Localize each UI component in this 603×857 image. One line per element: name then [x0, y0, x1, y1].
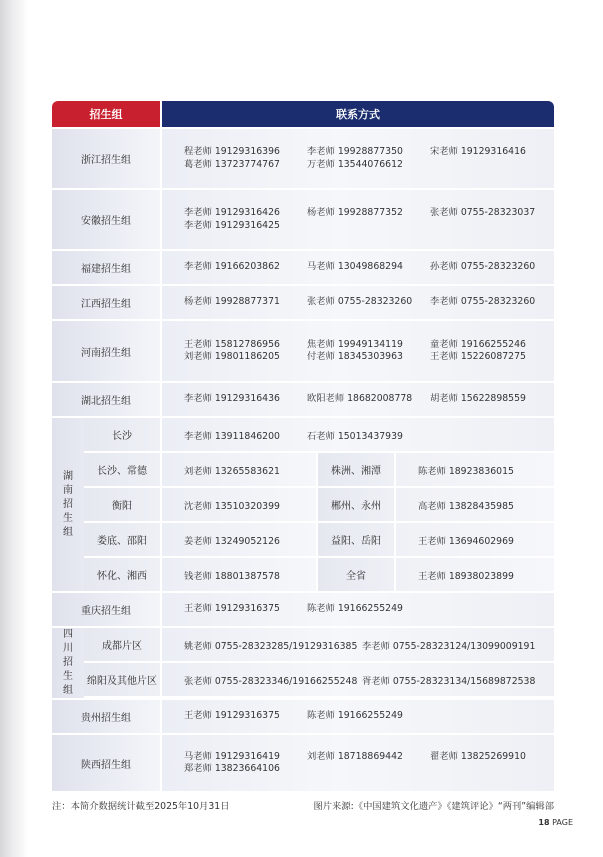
- contact-cell: [162, 418, 554, 451]
- label-char: 招: [63, 498, 73, 510]
- page-num: 18: [538, 818, 550, 827]
- contact-entry: 胡老师 15622898559: [430, 393, 526, 405]
- label-char: 生: [63, 512, 73, 524]
- contact-cell: [162, 383, 554, 416]
- contact-entry: 李老师 19129316436: [184, 393, 280, 405]
- label-char: 南: [63, 484, 73, 496]
- contact-entry: 万老师 13544076612: [307, 158, 403, 170]
- city-name: 郴州、永州: [318, 488, 394, 521]
- label-char: 湖: [63, 470, 73, 482]
- contact-cell: [162, 735, 554, 791]
- page-spine-shadow: [0, 0, 28, 857]
- group-name: 河南招生组: [52, 321, 160, 381]
- table-row: [84, 523, 554, 556]
- city-name: 怀化、湘西: [84, 558, 160, 591]
- city-name: 衡阳: [84, 488, 160, 521]
- page-word: PAGE: [552, 818, 573, 827]
- contact-entry: 王老师 19129316375: [184, 710, 280, 722]
- contact-cell: 王老师 13694602969: [396, 523, 554, 556]
- header-contact: 联系方式: [162, 101, 554, 127]
- image-source: 图片来源:《中国建筑文化遗产》《建筑评论》“两刊”编辑部: [313, 801, 554, 812]
- hunan-label: [52, 418, 84, 591]
- table-header: [52, 101, 554, 127]
- city-name: 株洲、湘潭: [318, 453, 394, 486]
- table-row: [52, 190, 554, 249]
- label-char: 招: [63, 657, 73, 668]
- contact-entry: 刘老师 18718869442: [307, 750, 403, 762]
- contact-entry: 宋老师 19129316416: [430, 146, 526, 157]
- footnote: [52, 798, 554, 812]
- contact-cell: 高老师 13828435985: [396, 488, 554, 521]
- hunan-block: [52, 418, 554, 591]
- contact-entry: 姚老师 0755-28323285/19129316385: [184, 640, 358, 652]
- group-name: 陕西招生组: [52, 735, 160, 791]
- table-row: [84, 418, 554, 451]
- contact-entry: 胥老师 0755-28323134/15689872538: [362, 675, 536, 687]
- label-char: 生: [63, 671, 73, 682]
- contact-cell: [162, 286, 554, 319]
- contact-entry: 王老师 19129316375: [184, 603, 280, 615]
- table-row: [84, 453, 554, 486]
- data-note: 注：本简介数据统计截至2025年10月31日: [52, 801, 230, 812]
- contact-cell: [162, 321, 554, 381]
- table-row: [84, 663, 554, 696]
- contact-entry: 马老师 19129316419: [184, 750, 280, 762]
- contact-cell: [162, 190, 554, 249]
- contact-entry: 刘老师 19801186205: [184, 351, 280, 362]
- label-char: 四: [63, 629, 73, 640]
- city-name: 娄底、邵阳: [84, 523, 160, 556]
- contact-entry: 马老师 13049868294: [307, 261, 403, 273]
- sichuan-block: [52, 628, 554, 698]
- contact-cell: [162, 129, 554, 188]
- contact-entry: 李老师 19129316425: [184, 219, 280, 231]
- table-row: [84, 558, 554, 591]
- contact-entry: 童老师 19166255246: [430, 338, 526, 350]
- contact-entry: 李老师 0755-28323260: [430, 296, 536, 308]
- label-char: 组: [63, 685, 73, 696]
- contact-entry: 陈老师 19166255249: [307, 710, 403, 722]
- contact-entry: 葛老师 13723774767: [184, 158, 280, 170]
- table-row: [84, 628, 554, 661]
- contact-cell: [162, 593, 554, 626]
- city-name: 长沙、常德: [84, 453, 160, 486]
- contact-entry: 孙老师 0755-28323260: [430, 261, 536, 273]
- group-name: 江西招生组: [52, 286, 160, 319]
- contact-entry: 程老师 19129316396: [184, 146, 280, 157]
- contact-entry: 付老师 18345303963: [307, 351, 403, 362]
- city-name: 全省: [318, 558, 394, 591]
- city-name: 成都片区: [84, 628, 160, 661]
- contact-entry: 张老师 0755-28323346/19166255248: [184, 675, 358, 687]
- table-row: [52, 735, 554, 791]
- contact-cell: 王老师 18938023899: [396, 558, 554, 591]
- contact-entry: 郑老师 13823664106: [184, 763, 280, 774]
- contact-cell: [162, 663, 554, 696]
- contact-entry: 焦老师 19949134119: [307, 338, 403, 350]
- table-row: [52, 593, 554, 626]
- table-row: [52, 286, 554, 319]
- city-name: 益阳、岳阳: [318, 523, 394, 556]
- header-group: 招生组: [52, 101, 160, 127]
- contact-cell: 姜老师 13249052126: [162, 523, 316, 556]
- contact-entry: 陈老师 19166255249: [307, 603, 403, 615]
- city-name: 绵阳及其他片区: [84, 663, 160, 696]
- table-row: [84, 488, 554, 521]
- group-name: 安徽招生组: [52, 190, 160, 249]
- label-char: 组: [63, 526, 73, 538]
- group-name: 贵州招生组: [52, 700, 160, 733]
- table-row: [52, 700, 554, 733]
- contact-entry: 张老师 0755-28323260: [307, 296, 413, 308]
- contact-cell: [162, 700, 554, 733]
- page-number: [538, 818, 573, 827]
- contact-entry: 王老师 15812786956: [184, 338, 280, 350]
- group-name: 福建招生组: [52, 251, 160, 284]
- table-row: [52, 321, 554, 381]
- contact-entry: 李老师 0755-28323124/13099009191: [362, 640, 536, 652]
- table-row: [52, 129, 554, 188]
- table-row: [52, 383, 554, 416]
- contact-entry: 杨老师 19928877371: [184, 296, 280, 308]
- group-name: 重庆招生组: [52, 593, 160, 626]
- contact-entry: 王老师 15226087275: [430, 351, 526, 362]
- table-row: [52, 251, 554, 284]
- contact-cell: [162, 628, 554, 661]
- contact-entry: 欧阳老师 18682008778: [307, 393, 413, 405]
- contact-cell: [162, 251, 554, 284]
- city-name: 长沙: [84, 418, 160, 451]
- contact-entry: 翟老师 13825269910: [430, 750, 526, 762]
- contact-entry: 杨老师 19928877352: [307, 207, 403, 218]
- group-name: 湖北招生组: [52, 383, 160, 416]
- contact-entry: 李老师 19129316426: [184, 207, 280, 218]
- contact-cell: 刘老师 13265583621: [162, 453, 316, 486]
- sichuan-label: [52, 628, 84, 698]
- contact-entry: 石老师 15013437939: [307, 430, 403, 442]
- contact-entry: 张老师 0755-28323037: [430, 207, 536, 218]
- group-name: 浙江招生组: [52, 129, 160, 188]
- contact-table: [52, 101, 554, 791]
- contact-cell: 钱老师 18801387578: [162, 558, 316, 591]
- contact-entry: 李老师 13911846200: [184, 430, 280, 442]
- contact-cell: 陈老师 18923836015: [396, 453, 554, 486]
- contact-entry: 李老师 19928877350: [307, 146, 403, 157]
- contact-cell: 沈老师 13510320399: [162, 488, 316, 521]
- label-char: 川: [63, 643, 73, 654]
- contact-entry: 李老师 19166203862: [184, 261, 280, 273]
